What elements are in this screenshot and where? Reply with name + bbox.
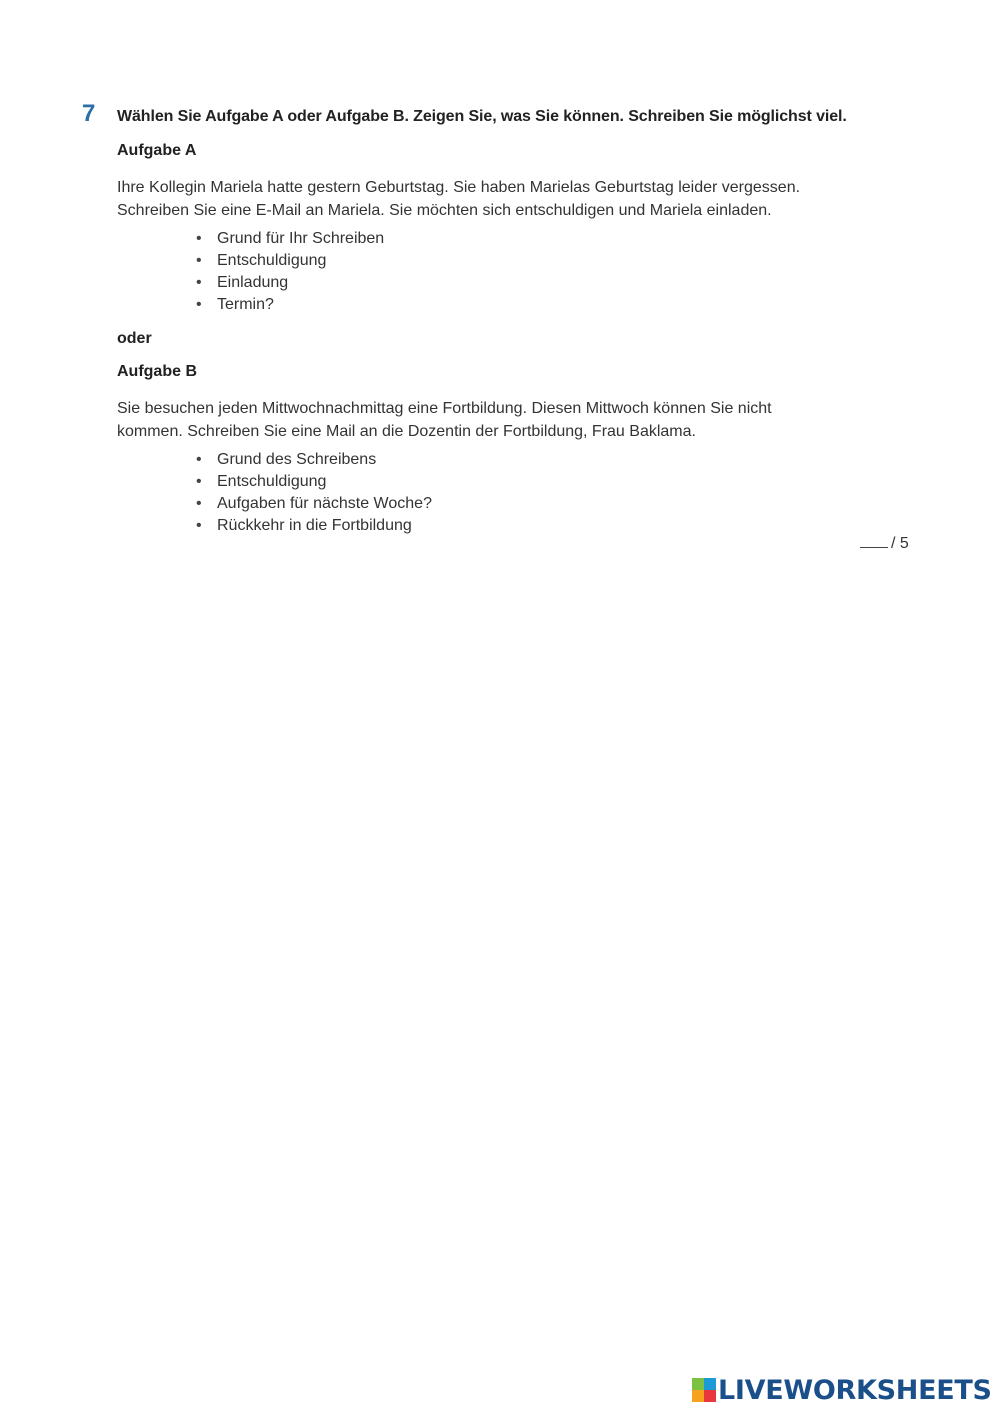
aufgabe-a-heading: Aufgabe A — [117, 142, 197, 159]
list-item: • Grund des Schreibens — [196, 449, 432, 471]
aufgabe-b-points — [196, 449, 432, 537]
watermark-text: LIVEWORKSHEETS — [718, 1374, 992, 1406]
aufgabe-a-text — [117, 176, 857, 222]
aufgabe-b-text-line: Sie besuchen jeden Mittwochnachmittag eine Fortbildung. Diesen Mittwoch können Sie nicht — [117, 400, 772, 417]
list-item: • Rückkehr in die Fortbildung — [196, 515, 432, 537]
list-item: • Grund für Ihr Schreiben — [196, 228, 384, 250]
list-item: • Aufgaben für nächste Woche? — [196, 493, 432, 515]
aufgabe-b-text-line: kommen. Schreiben Sie eine Mail an die Dozentin der Fortbildung, Frau Baklama. — [117, 423, 696, 440]
separator-oder: oder — [117, 330, 152, 347]
list-item: • Einladung — [196, 272, 384, 294]
aufgabe-a-text-line: Ihre Kollegin Mariela hatte gestern Geburtstag. Sie haben Marielas Geburtstag leider vergessen. — [117, 179, 801, 196]
aufgabe-a-text-line: Schreiben Sie eine E-Mail an Mariela. Sie möchten sich entschuldigen und Mariela einladen. — [117, 202, 772, 219]
list-item: • Termin? — [196, 294, 384, 316]
task-instruction: Wählen Sie Aufgabe A oder Aufgabe B. Zeigen Sie, was Sie können. Schreiben Sie möglichst viel. — [117, 108, 847, 125]
score-blank[interactable] — [860, 533, 888, 548]
liveworksheets-logo-icon — [692, 1378, 716, 1402]
list-item: • Entschuldigung — [196, 471, 432, 493]
aufgabe-b-heading: Aufgabe B — [117, 363, 197, 380]
score-max: / 5 — [891, 535, 909, 552]
score-field — [860, 533, 909, 553]
task-number: 7 — [82, 100, 96, 127]
list-item: • Entschuldigung — [196, 250, 384, 272]
aufgabe-a-points — [196, 228, 384, 316]
aufgabe-b-text — [117, 397, 857, 443]
liveworksheets-watermark — [692, 1373, 992, 1407]
